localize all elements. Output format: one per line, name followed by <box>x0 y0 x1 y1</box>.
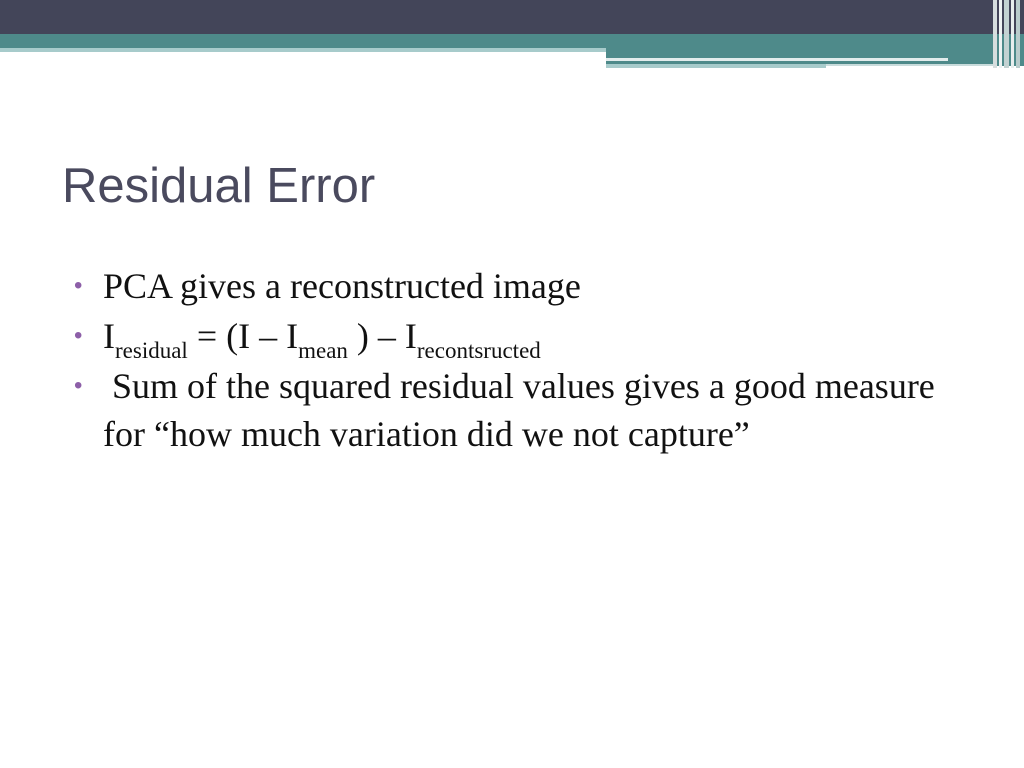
eq-subscript: recontsructed <box>416 338 541 363</box>
header-band-teal <box>0 34 1024 48</box>
header-band-teal-light <box>0 48 606 52</box>
bullet-item-equation <box>74 312 964 363</box>
eq-subscript: residual <box>115 338 188 363</box>
eq-operator: = (I – I <box>187 316 299 356</box>
header-stripes <box>993 0 1024 68</box>
header-line <box>826 64 996 66</box>
equation <box>103 316 541 363</box>
slide-title: Residual Error <box>62 159 376 213</box>
eq-term: I <box>103 316 115 356</box>
bullet-icon: • <box>74 272 83 299</box>
header-line <box>606 64 826 68</box>
header-band-dark <box>0 0 1024 34</box>
bullet-text: PCA gives a reconstructed image <box>103 266 581 306</box>
bullet-list <box>74 262 964 460</box>
bullet-item <box>74 362 964 458</box>
eq-operator: ) – I <box>347 316 417 356</box>
bullet-text: Sum of the squared residual values gives a good measure for “how much variation did we not capture” <box>103 366 944 454</box>
eq-subscript: mean <box>298 338 348 363</box>
header-line <box>606 58 948 61</box>
bullet-item <box>74 262 964 310</box>
bullet-icon: • <box>74 322 83 349</box>
bullet-icon: • <box>74 372 83 399</box>
